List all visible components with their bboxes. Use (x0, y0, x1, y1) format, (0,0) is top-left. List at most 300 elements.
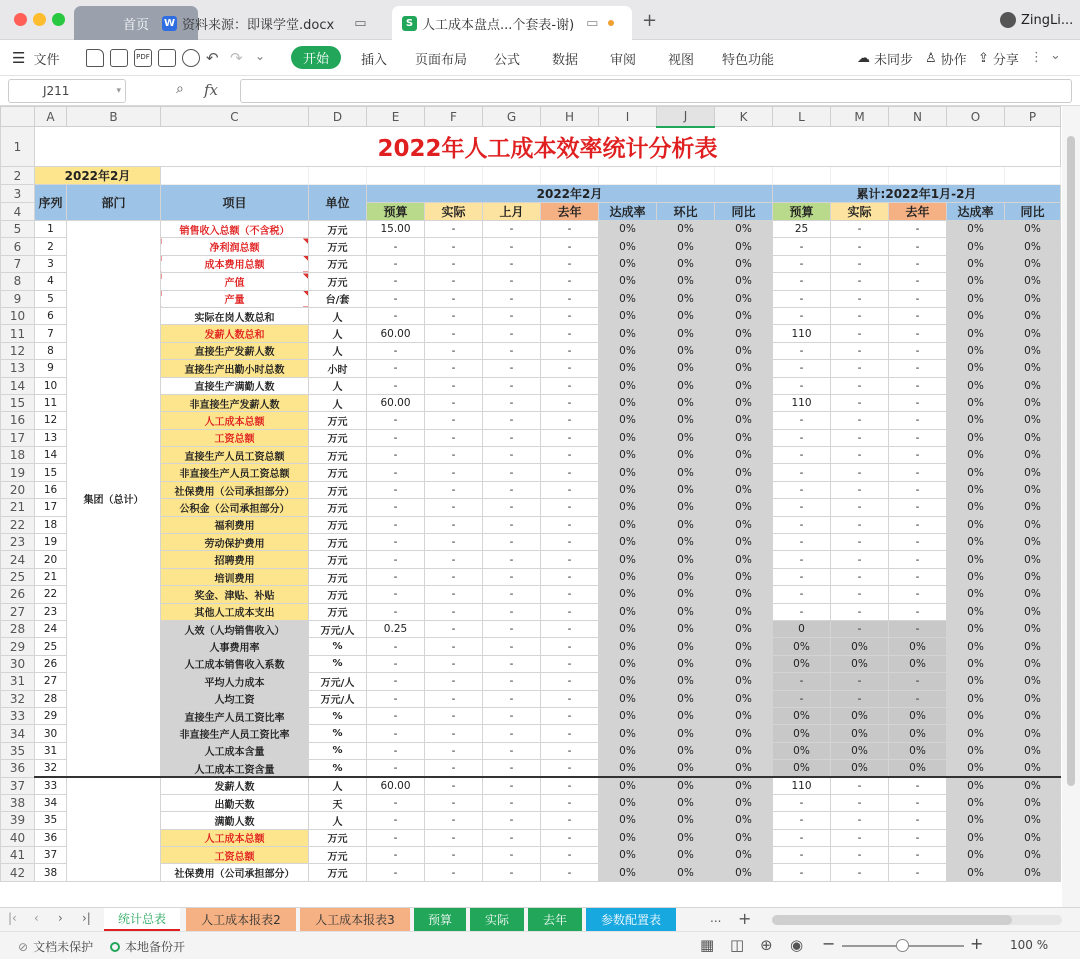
cell-cumulative[interactable]: - (889, 464, 947, 481)
cell-rate[interactable]: 0% (947, 551, 1005, 568)
cell-value[interactable]: - (425, 742, 483, 759)
tab-page-layout[interactable] (415, 40, 467, 76)
cell-budget[interactable]: - (367, 794, 425, 811)
cell-item[interactable]: 满勤人数 (161, 812, 309, 829)
row-header[interactable]: 1 (1, 127, 35, 167)
cell-seq[interactable]: 36 (35, 829, 67, 846)
cell-rate[interactable]: 0% (599, 620, 657, 637)
cell-rate[interactable]: 0% (657, 290, 715, 307)
cell-value[interactable]: - (483, 655, 541, 672)
cell-seq[interactable]: 34 (35, 794, 67, 811)
cell-cumulative[interactable]: - (831, 586, 889, 603)
cell-rate[interactable]: 0% (599, 777, 657, 794)
cell-seq[interactable]: 7 (35, 325, 67, 342)
cell-value[interactable]: - (541, 638, 599, 655)
tab-spreadsheet[interactable] (392, 6, 632, 40)
cell-value[interactable]: - (483, 586, 541, 603)
column-header[interactable]: G (483, 107, 541, 127)
tab-formulas[interactable] (494, 40, 520, 76)
cell-rate[interactable]: 0% (657, 516, 715, 533)
cell-item[interactable]: 工资总额 (161, 429, 309, 446)
cell-value[interactable]: - (541, 290, 599, 307)
cell-rate[interactable]: 0% (947, 221, 1005, 238)
cell-budget[interactable]: - (367, 690, 425, 707)
column-header[interactable]: N (889, 107, 947, 127)
cell-value[interactable]: - (425, 394, 483, 411)
cell-budget[interactable]: - (367, 603, 425, 620)
cell-cumulative-budget[interactable]: - (773, 794, 831, 811)
cell-rate[interactable]: 0% (715, 725, 773, 742)
tab-insert[interactable] (361, 40, 387, 76)
sheet-tab[interactable] (104, 908, 180, 931)
column-header[interactable]: H (541, 107, 599, 127)
cell-value[interactable]: - (541, 847, 599, 864)
cell-unit[interactable]: 天 (309, 794, 367, 811)
cell-unit[interactable]: 人 (309, 394, 367, 411)
cell-cumulative[interactable]: - (889, 847, 947, 864)
cell-value[interactable]: - (483, 394, 541, 411)
row-header[interactable]: 41 (1, 847, 35, 864)
cell-seq[interactable]: 2 (35, 238, 67, 255)
cell-budget[interactable]: - (367, 707, 425, 724)
cell-value[interactable]: - (541, 603, 599, 620)
cell-budget[interactable]: - (367, 516, 425, 533)
column-header[interactable]: B (67, 107, 161, 127)
cell-cumulative[interactable]: - (889, 238, 947, 255)
sheet-title[interactable]: 2022年人工成本效率统计分析表 (35, 127, 1061, 167)
cell-rate[interactable]: 0% (1005, 447, 1061, 464)
zoom-level[interactable]: 100 % (1010, 938, 1049, 952)
cell-item[interactable]: 社保费用（公司承担部分） (161, 864, 309, 881)
cell-rate[interactable]: 0% (947, 620, 1005, 637)
vertical-scrollbar[interactable] (1062, 106, 1080, 907)
cell-rate[interactable]: 0% (947, 307, 1005, 324)
cell-value[interactable]: - (483, 690, 541, 707)
row-header[interactable]: 19 (1, 464, 35, 481)
row-header[interactable]: 3 (1, 185, 35, 203)
row-header[interactable]: 30 (1, 655, 35, 672)
cell-seq[interactable]: 11 (35, 394, 67, 411)
cell-rate[interactable]: 0% (657, 481, 715, 498)
cell-seq[interactable]: 5 (35, 290, 67, 307)
cell-rate[interactable]: 0% (657, 342, 715, 359)
cell-rate[interactable]: 0% (947, 760, 1005, 777)
cell-unit[interactable]: 小时 (309, 360, 367, 377)
row-header[interactable]: 17 (1, 429, 35, 446)
horizontal-scrollbar[interactable] (772, 915, 1062, 925)
cell-value[interactable]: - (425, 221, 483, 238)
cell-cumulative-budget[interactable]: - (773, 238, 831, 255)
cell-rate[interactable]: 0% (1005, 586, 1061, 603)
cell-seq[interactable]: 28 (35, 690, 67, 707)
cell-rate[interactable]: 0% (657, 673, 715, 690)
row-header[interactable]: 26 (1, 586, 35, 603)
cell-budget[interactable]: - (367, 760, 425, 777)
cell-cumulative[interactable]: 0% (773, 725, 831, 742)
row-header[interactable]: 22 (1, 516, 35, 533)
print-icon[interactable] (158, 49, 176, 67)
cell-value[interactable]: - (425, 499, 483, 516)
cell-item[interactable]: 实际在岗人数总和 (161, 307, 309, 324)
cell-rate[interactable]: 0% (715, 568, 773, 585)
cell-cumulative[interactable]: - (889, 499, 947, 516)
cell-rate[interactable]: 0% (715, 777, 773, 794)
cell-cumulative[interactable]: - (831, 377, 889, 394)
cell-value[interactable]: - (541, 620, 599, 637)
cell-value[interactable]: - (425, 290, 483, 307)
cell-cumulative[interactable]: - (831, 307, 889, 324)
cell[interactable] (161, 167, 309, 185)
cell-cumulative-budget[interactable]: - (773, 342, 831, 359)
row-header[interactable]: 36 (1, 760, 35, 777)
cell-seq[interactable]: 29 (35, 707, 67, 724)
cell-budget[interactable]: - (367, 412, 425, 429)
cell-value[interactable]: - (483, 307, 541, 324)
cell-item[interactable]: 非直接生产发薪人数 (161, 394, 309, 411)
cell-rate[interactable]: 0% (657, 794, 715, 811)
cell-cumulative-budget[interactable]: - (773, 481, 831, 498)
cell-cumulative-budget[interactable]: - (773, 307, 831, 324)
cell-value[interactable]: - (425, 847, 483, 864)
cell-item[interactable]: 人效（人均销售收入） (161, 620, 309, 637)
cell-rate[interactable]: 0% (715, 273, 773, 290)
cell-rate[interactable]: 0% (947, 255, 1005, 272)
cell-rate[interactable]: 0% (715, 586, 773, 603)
document-protection-status[interactable] (18, 938, 93, 955)
cell-rate[interactable]: 0% (1005, 221, 1061, 238)
cell-budget[interactable]: - (367, 464, 425, 481)
cell-budget[interactable]: - (367, 360, 425, 377)
column-header[interactable]: P (1005, 107, 1061, 127)
cell-seq[interactable]: 32 (35, 760, 67, 777)
cell-cumulative[interactable]: - (889, 273, 947, 290)
cell-item[interactable]: 产值 (161, 273, 309, 290)
row-header[interactable]: 31 (1, 673, 35, 690)
cell-rate[interactable]: 0% (657, 864, 715, 881)
cell-rate[interactable]: 0% (1005, 829, 1061, 846)
cell-rate[interactable]: 0% (657, 707, 715, 724)
cell-cumulative[interactable]: - (831, 464, 889, 481)
cell-rate[interactable]: 0% (947, 290, 1005, 307)
cell-rate[interactable]: 0% (715, 864, 773, 881)
cell-budget[interactable]: 60.00 (367, 394, 425, 411)
cell-rate[interactable]: 0% (947, 481, 1005, 498)
cell-value[interactable]: - (541, 568, 599, 585)
cell-value[interactable]: - (483, 377, 541, 394)
cell-cumulative-budget[interactable]: - (773, 429, 831, 446)
cell-unit[interactable]: 台/套 (309, 290, 367, 307)
cell-unit[interactable]: 万元 (309, 864, 367, 881)
cell-value[interactable]: - (483, 360, 541, 377)
cell-rate[interactable]: 0% (599, 725, 657, 742)
cell-value[interactable]: - (541, 707, 599, 724)
cell-cumulative[interactable]: - (831, 412, 889, 429)
cell-rate[interactable]: 0% (715, 551, 773, 568)
cell-cumulative-budget[interactable]: - (773, 360, 831, 377)
cell-value[interactable]: - (483, 447, 541, 464)
cell-cumulative[interactable]: 0% (773, 742, 831, 759)
cell-cumulative-budget[interactable]: 25 (773, 221, 831, 238)
cell-value[interactable]: - (425, 725, 483, 742)
cell-value[interactable]: - (425, 690, 483, 707)
row-header[interactable]: 33 (1, 707, 35, 724)
cell-value[interactable]: - (483, 603, 541, 620)
cell-rate[interactable]: 0% (657, 394, 715, 411)
scrollbar-thumb[interactable] (772, 915, 1012, 925)
cell-rate[interactable]: 0% (657, 360, 715, 377)
maximize-window-button[interactable] (52, 13, 65, 26)
row-header[interactable]: 15 (1, 394, 35, 411)
cell-value[interactable]: - (541, 829, 599, 846)
cell-item[interactable]: 产量 (161, 290, 309, 307)
cell-rate[interactable]: 0% (715, 655, 773, 672)
chevron-down-icon[interactable]: ⌄ (1050, 48, 1061, 63)
cell-cumulative-budget[interactable]: - (773, 690, 831, 707)
cell-value[interactable]: - (483, 325, 541, 342)
add-sheet-icon[interactable]: + (738, 909, 752, 928)
cell-unit[interactable]: 万元 (309, 238, 367, 255)
cell-value[interactable]: - (483, 812, 541, 829)
cell-value[interactable]: - (483, 273, 541, 290)
cell[interactable] (483, 167, 541, 185)
cell-rate[interactable]: 0% (657, 534, 715, 551)
tab-start[interactable] (291, 46, 341, 69)
cell-rate[interactable]: 0% (657, 377, 715, 394)
cell-rate[interactable]: 0% (715, 673, 773, 690)
cell-value[interactable]: - (483, 221, 541, 238)
cell-rate[interactable]: 0% (1005, 690, 1061, 707)
cell-rate[interactable]: 0% (1005, 760, 1061, 777)
cell-cumulative[interactable]: - (831, 238, 889, 255)
cell-value[interactable]: - (541, 238, 599, 255)
row-header[interactable]: 27 (1, 603, 35, 620)
cell-item[interactable]: 销售收入总额（不含税） (161, 221, 309, 238)
cell-item[interactable]: 出勤天数 (161, 794, 309, 811)
cell-budget[interactable]: - (367, 829, 425, 846)
cell-item[interactable]: 工资总额 (161, 847, 309, 864)
name-box[interactable] (8, 79, 126, 103)
cell-budget[interactable]: 60.00 (367, 325, 425, 342)
header-month-col[interactable]: 实际 (425, 203, 483, 221)
cell-cumulative[interactable]: - (889, 325, 947, 342)
header-month-col[interactable]: 上月 (483, 203, 541, 221)
user-account[interactable] (1000, 12, 1073, 28)
cell-cumulative[interactable]: - (831, 847, 889, 864)
cell-value[interactable]: - (425, 568, 483, 585)
cell-value[interactable]: - (541, 690, 599, 707)
cell-rate[interactable]: 0% (947, 655, 1005, 672)
cell-budget[interactable]: - (367, 847, 425, 864)
cell-rate[interactable]: 0% (1005, 429, 1061, 446)
cell-rate[interactable]: 0% (947, 829, 1005, 846)
cell-value[interactable]: - (425, 794, 483, 811)
header-month-col[interactable]: 达成率 (599, 203, 657, 221)
cell-rate[interactable]: 0% (947, 742, 1005, 759)
cell-rate[interactable]: 0% (947, 534, 1005, 551)
header-cumulative-col[interactable]: 去年 (889, 203, 947, 221)
tab-review[interactable] (610, 40, 636, 76)
cell-seq[interactable]: 14 (35, 447, 67, 464)
cell-rate[interactable]: 0% (599, 760, 657, 777)
cell-value[interactable]: - (425, 534, 483, 551)
header-item[interactable]: 项目 (161, 185, 309, 221)
cell-rate[interactable]: 0% (1005, 864, 1061, 881)
cell-value[interactable]: - (541, 725, 599, 742)
cell-rate[interactable]: 0% (715, 394, 773, 411)
cell-rate[interactable]: 0% (1005, 307, 1061, 324)
cell-value[interactable]: - (541, 429, 599, 446)
cell-cumulative-budget[interactable]: 0 (773, 620, 831, 637)
cell-seq[interactable]: 4 (35, 273, 67, 290)
cell-item[interactable]: 平均人力成本 (161, 673, 309, 690)
cell-budget[interactable]: 15.00 (367, 221, 425, 238)
column-header[interactable]: D (309, 107, 367, 127)
cell-cumulative[interactable]: - (831, 620, 889, 637)
cell-cumulative[interactable]: - (889, 221, 947, 238)
row-header[interactable]: 8 (1, 273, 35, 290)
cell-value[interactable]: - (483, 707, 541, 724)
cell-seq[interactable]: 13 (35, 429, 67, 446)
cell-value[interactable]: - (425, 342, 483, 359)
cell-cumulative[interactable]: - (889, 255, 947, 272)
cell-budget[interactable]: - (367, 273, 425, 290)
cell-rate[interactable]: 0% (1005, 499, 1061, 516)
cell-cumulative[interactable]: 0% (773, 655, 831, 672)
cell-seq[interactable]: 33 (35, 777, 67, 794)
cell-rate[interactable]: 0% (599, 429, 657, 446)
cell-value[interactable]: - (541, 516, 599, 533)
cell-unit[interactable]: 人 (309, 342, 367, 359)
cell-rate[interactable]: 0% (599, 864, 657, 881)
cell-value[interactable]: - (541, 760, 599, 777)
cell-cumulative[interactable]: - (889, 429, 947, 446)
cell-cumulative[interactable]: 0% (831, 638, 889, 655)
cell-rate[interactable]: 0% (599, 603, 657, 620)
header-unit[interactable]: 单位 (309, 185, 367, 221)
cell-cumulative[interactable]: - (831, 325, 889, 342)
cell-cumulative[interactable]: 0% (773, 760, 831, 777)
cell-seq[interactable]: 18 (35, 516, 67, 533)
share-button[interactable] (978, 40, 1019, 76)
undo-icon[interactable]: ↶ (206, 49, 219, 67)
column-header[interactable]: O (947, 107, 1005, 127)
cell-rate[interactable]: 0% (715, 255, 773, 272)
cell-rate[interactable]: 0% (715, 342, 773, 359)
cell-item[interactable]: 人工成本含量 (161, 742, 309, 759)
cell-value[interactable]: - (541, 273, 599, 290)
cell-cumulative[interactable]: - (831, 812, 889, 829)
cell-unit[interactable]: 万元 (309, 255, 367, 272)
row-header[interactable]: 40 (1, 829, 35, 846)
cell-item[interactable]: 直接生产人员工资总额 (161, 447, 309, 464)
cell-rate[interactable]: 0% (657, 760, 715, 777)
cell-rate[interactable]: 0% (1005, 742, 1061, 759)
cell-value[interactable]: - (425, 360, 483, 377)
cell-rate[interactable]: 0% (1005, 255, 1061, 272)
cell-cumulative-budget[interactable]: 110 (773, 394, 831, 411)
cell-rate[interactable]: 0% (599, 586, 657, 603)
cell-budget[interactable]: 0.25 (367, 620, 425, 637)
cell-budget[interactable]: - (367, 725, 425, 742)
cell-rate[interactable]: 0% (715, 481, 773, 498)
cell-rate[interactable]: 0% (947, 812, 1005, 829)
cell-unit[interactable]: % (309, 760, 367, 777)
header-cumulative-col[interactable]: 同比 (1005, 203, 1061, 221)
pdf-icon[interactable]: PDF (134, 49, 152, 67)
sheet-tab[interactable] (186, 908, 296, 931)
cell-budget[interactable]: 60.00 (367, 777, 425, 794)
cell-unit[interactable]: % (309, 707, 367, 724)
cell-rate[interactable]: 0% (715, 412, 773, 429)
cell-value[interactable]: - (483, 481, 541, 498)
cell-seq[interactable]: 17 (35, 499, 67, 516)
cell-value[interactable]: - (425, 325, 483, 342)
header-month-col[interactable]: 环比 (657, 203, 715, 221)
cell-cumulative-budget[interactable]: - (773, 829, 831, 846)
row-header[interactable]: 16 (1, 412, 35, 429)
cell-unit[interactable]: 人 (309, 812, 367, 829)
zoom-formula-icon[interactable]: ⌕ (176, 81, 184, 97)
cell-rate[interactable]: 0% (715, 603, 773, 620)
cell-rate[interactable]: 0% (947, 377, 1005, 394)
row-header[interactable]: 10 (1, 307, 35, 324)
cell-value[interactable]: - (541, 655, 599, 672)
cell-cumulative[interactable]: - (889, 360, 947, 377)
cell-cumulative[interactable]: - (889, 377, 947, 394)
header-cumulative-col[interactable]: 实际 (831, 203, 889, 221)
cell-cumulative[interactable]: - (889, 603, 947, 620)
cell-rate[interactable]: 0% (657, 464, 715, 481)
cell-rate[interactable]: 0% (947, 325, 1005, 342)
cell-cumulative-budget[interactable]: - (773, 377, 831, 394)
close-window-button[interactable] (14, 13, 27, 26)
cell-rate[interactable]: 0% (599, 238, 657, 255)
cell-rate[interactable]: 0% (657, 725, 715, 742)
cell-cumulative[interactable]: - (889, 673, 947, 690)
cell-rate[interactable]: 0% (599, 690, 657, 707)
cell-rate[interactable]: 0% (657, 447, 715, 464)
row-header[interactable]: 42 (1, 864, 35, 881)
cell-value[interactable]: - (483, 429, 541, 446)
cell-rate[interactable]: 0% (947, 429, 1005, 446)
cell-value[interactable]: - (541, 864, 599, 881)
cell-value[interactable]: - (425, 760, 483, 777)
cell-seq[interactable]: 6 (35, 307, 67, 324)
row-header[interactable]: 21 (1, 499, 35, 516)
cell-cumulative[interactable]: 0% (773, 638, 831, 655)
cell-cumulative-budget[interactable]: - (773, 273, 831, 290)
cell-unit[interactable]: % (309, 655, 367, 672)
cell-rate[interactable]: 0% (1005, 777, 1061, 794)
cell-rate[interactable]: 0% (1005, 725, 1061, 742)
cell-rate[interactable]: 0% (599, 638, 657, 655)
header-cumulative-group[interactable]: 累计:2022年1月-2月 (773, 185, 1061, 203)
cell[interactable] (599, 167, 657, 185)
cell-rate[interactable]: 0% (947, 586, 1005, 603)
header-month-col[interactable]: 去年 (541, 203, 599, 221)
cell-value[interactable]: - (541, 534, 599, 551)
next-sheet-icon[interactable]: › (58, 911, 63, 925)
cell-seq[interactable]: 9 (35, 360, 67, 377)
cell-item[interactable]: 人工成本总额 (161, 412, 309, 429)
cell-rate[interactable]: 0% (947, 864, 1005, 881)
cell-cumulative[interactable]: - (831, 290, 889, 307)
cell-cumulative[interactable]: 0% (889, 655, 947, 672)
cell-seq[interactable]: 8 (35, 342, 67, 359)
cell-rate[interactable]: 0% (599, 394, 657, 411)
row-header[interactable]: 35 (1, 742, 35, 759)
cell-cumulative[interactable]: - (831, 394, 889, 411)
